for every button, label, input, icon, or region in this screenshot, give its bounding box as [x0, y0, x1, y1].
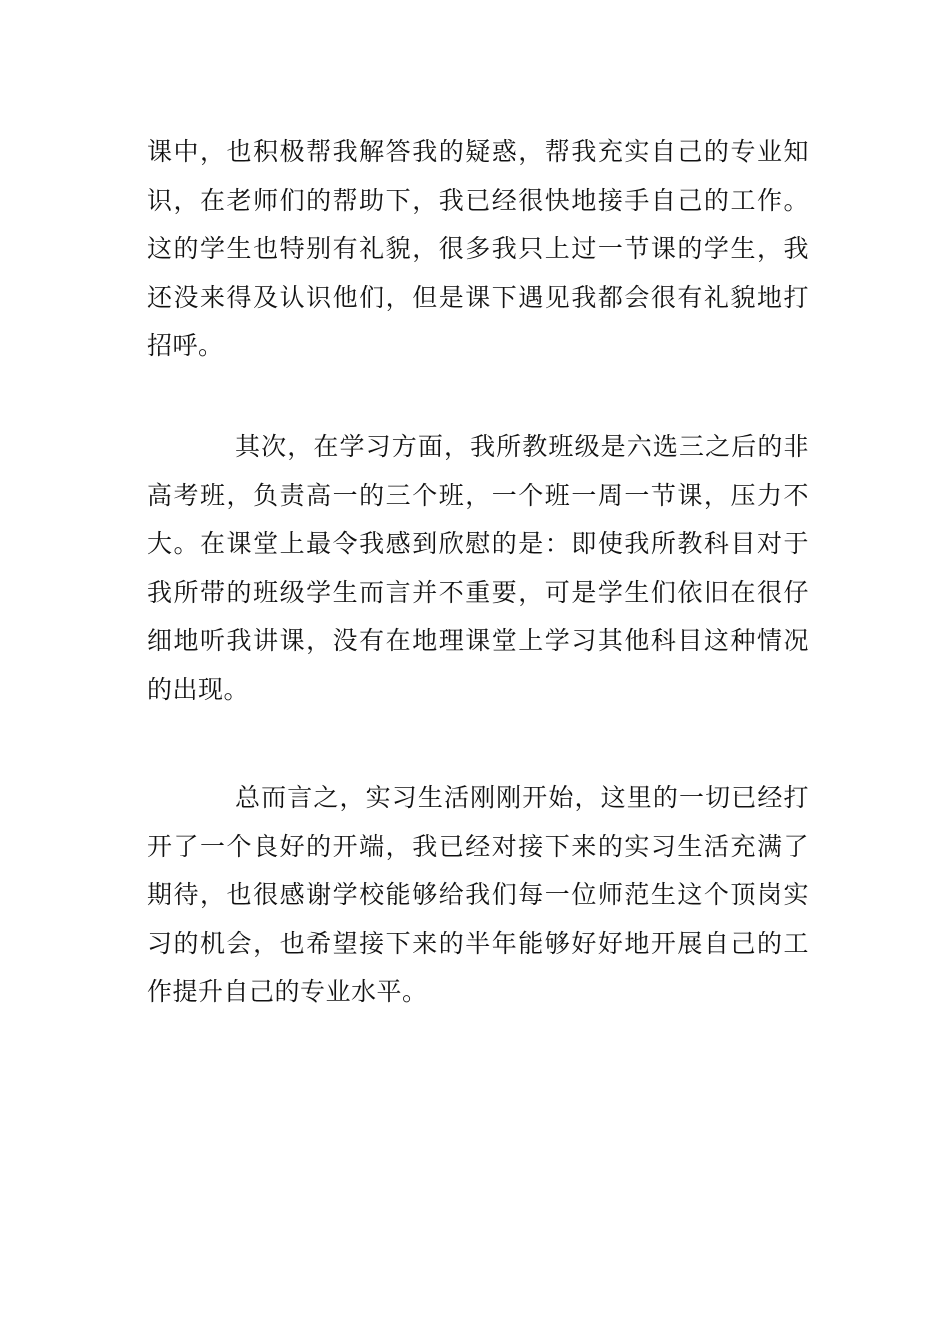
paragraph-study: 其次，在学习方面，我所教班级是六选三之后的非高考班，负责高一的三个班，一个班一周一节课，压力不大。在课堂上最令我感到欣慰的是：即使我所教科目对于我所带的班级学生而言并不重要，可是学生们依旧在很仔细地听我讲课，没有在地理课堂上学习其他科目这种情况的出现。 — [147, 432, 809, 704]
paragraph-continuation: 课中，也积极帮我解答我的疑惑，帮我充实自己的专业知识，在老师们的帮助下，我已经很快地接手自己的工作。这的学生也特别有礼貌，很多我只上过一节课的学生，我还没来得及认识他们，但是课下遇见我都会很有礼貌地打招呼。 — [147, 137, 809, 360]
paragraph-conclusion: 总而言之，实习生活刚刚开始，这里的一切已经打开了一个良好的开端，我已经对接下来的实习生活充满了期待，也很感谢学校能够给我们每一位师范生这个顶岗实习的机会，也希望接下来的半年能够好好地开展自己的工作提升自己的专业水平。 — [147, 783, 809, 1006]
